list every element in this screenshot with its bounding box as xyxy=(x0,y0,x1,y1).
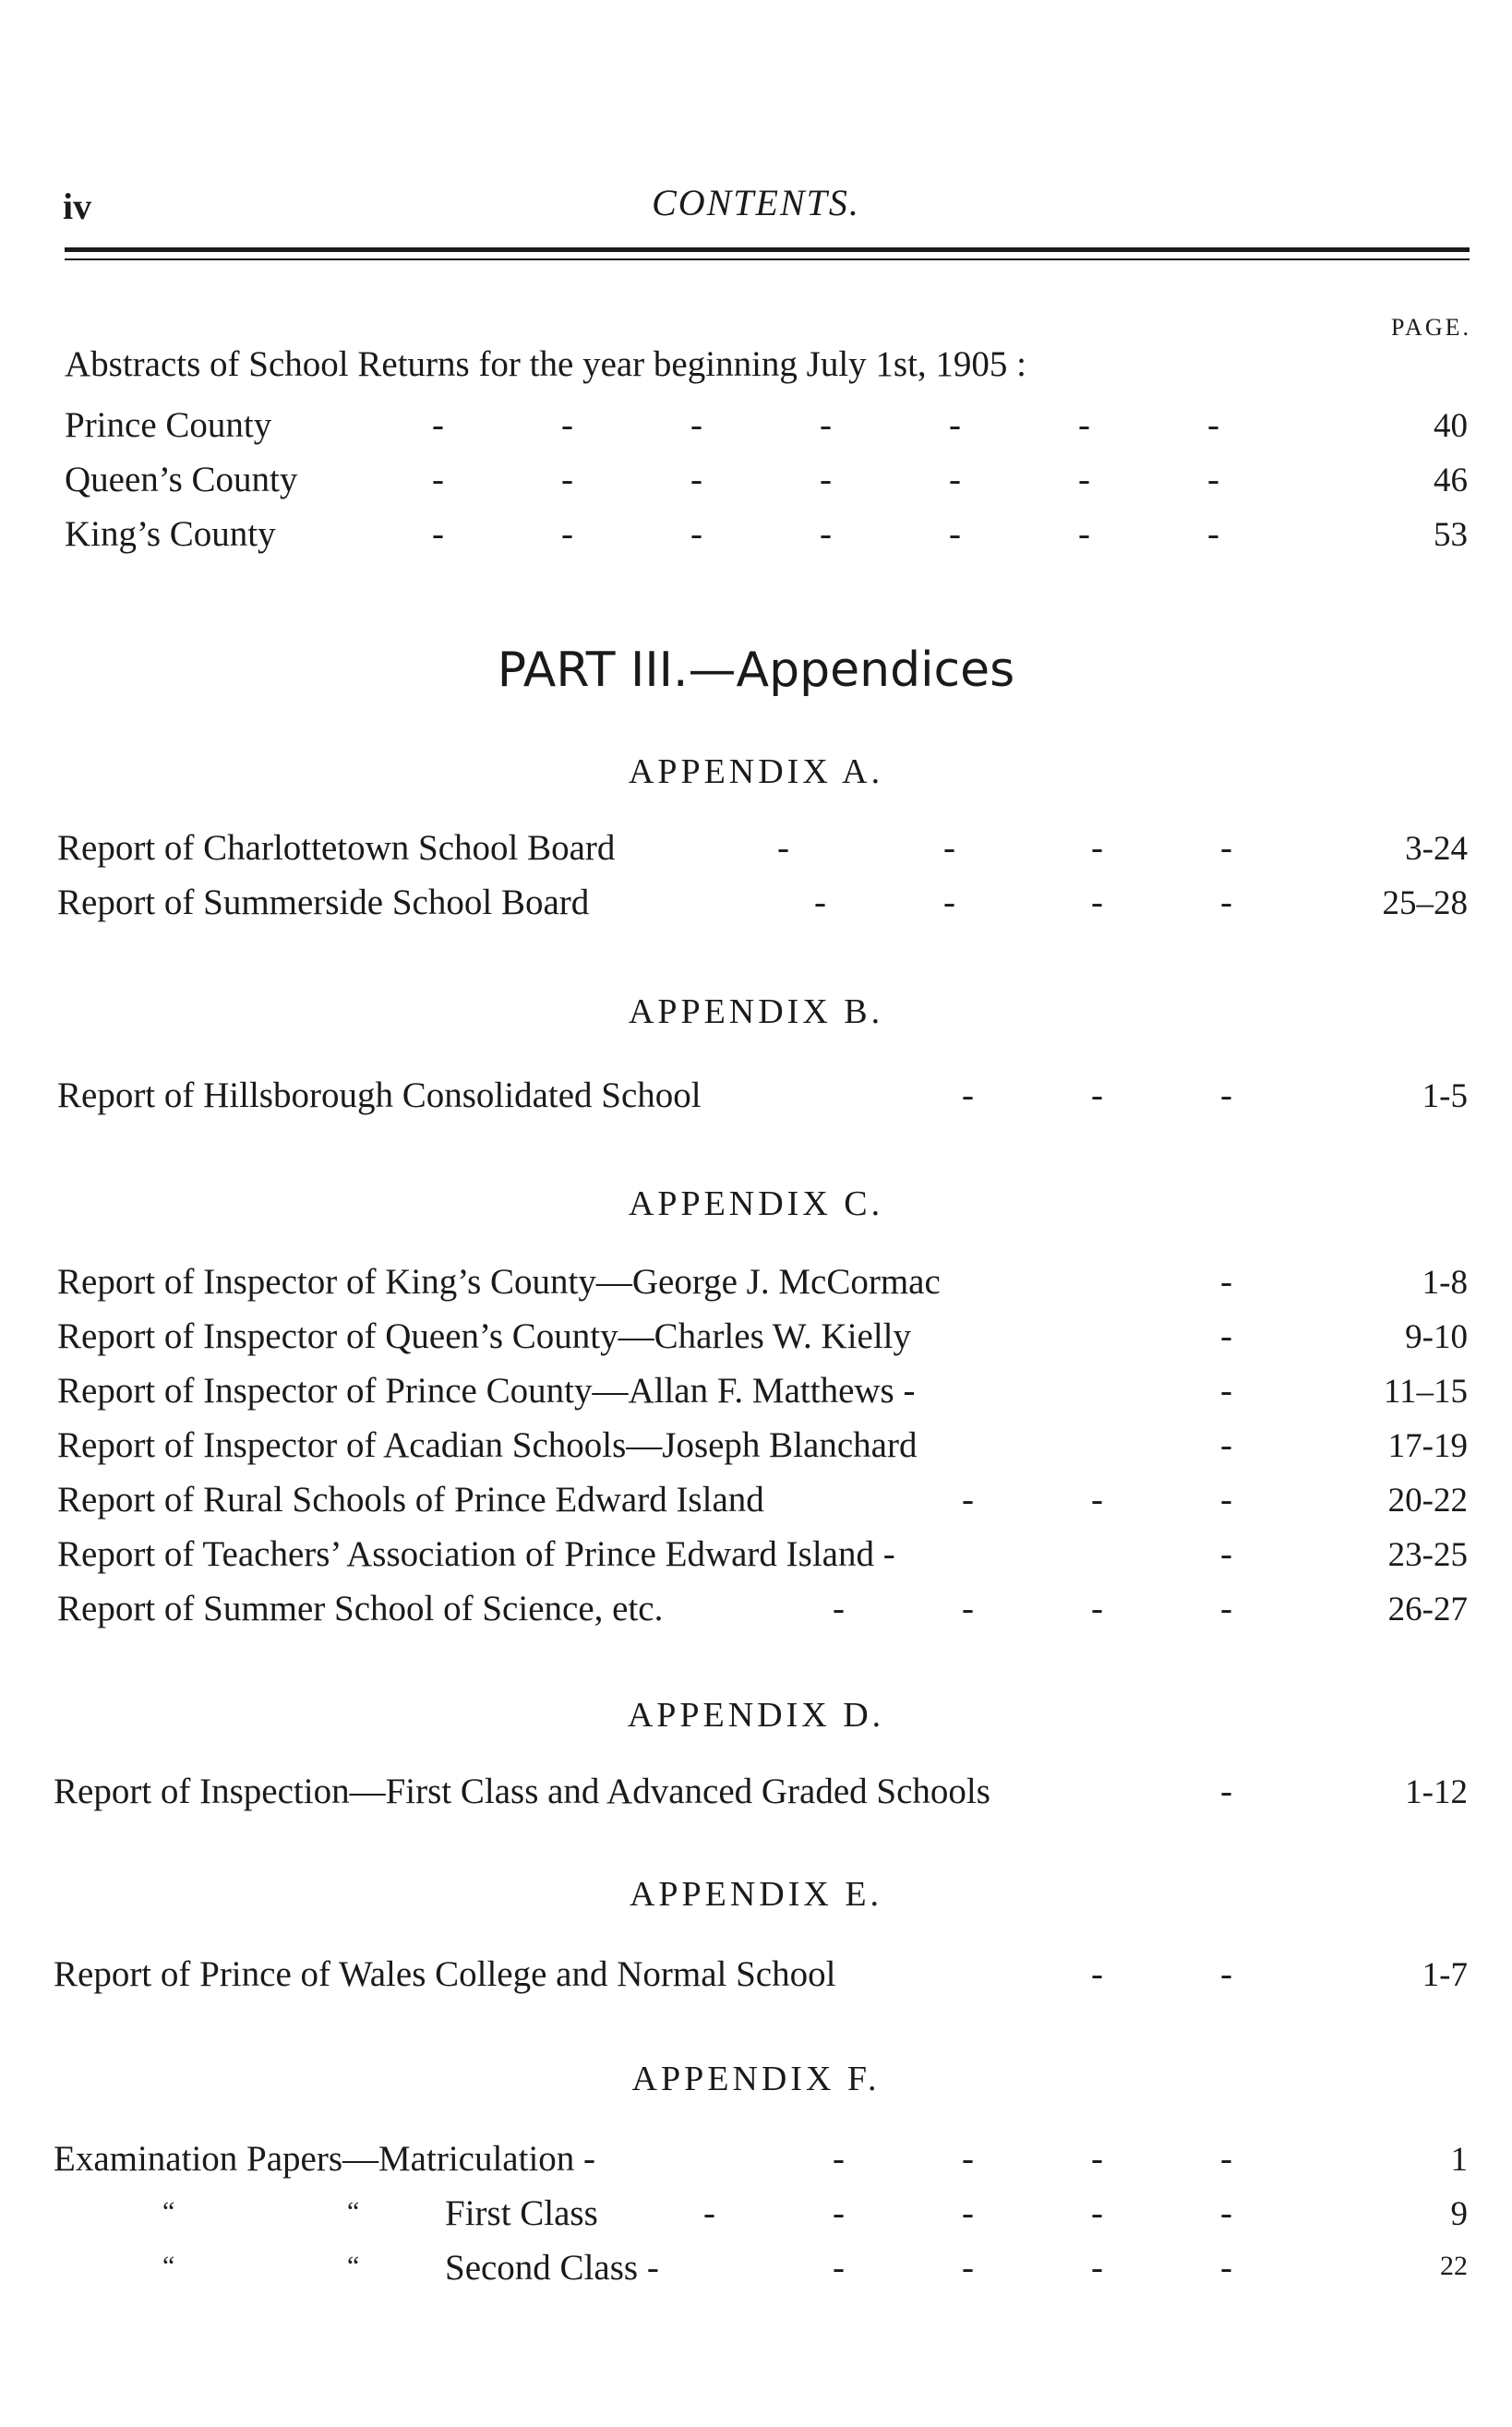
header-rule-thick xyxy=(65,247,1470,252)
entry-label: Examination Papers—Matriculation - xyxy=(54,2139,596,2179)
entry-page: 20-22 xyxy=(1387,1482,1468,1520)
entry-label: Report of Inspector of King’s County—George J. McCormac xyxy=(57,1262,941,1302)
entry-page: 1-12 xyxy=(1405,1773,1468,1811)
entry-page: 9 xyxy=(1450,2195,1468,2233)
entry-label: Report of Summer School of Science, etc. xyxy=(57,1589,664,1628)
entry-page: 22 xyxy=(1440,2251,1468,2281)
toc-entry: Report of Hillsborough Consolidated School - - - 1-5 xyxy=(57,1075,1468,1115)
toc-entry: Report of Prince of Wales College and Normal School - - 1-7 xyxy=(54,1954,1468,1994)
toc-entry: Report of Inspection—First Class and Advanced Graded Schools - 1-12 xyxy=(54,1772,1468,1811)
entry-label: Prince County xyxy=(65,405,272,445)
ditto-mark: “ xyxy=(347,2251,360,2281)
entry-label: Report of Inspector of Prince County—Allan F. Matthews - xyxy=(57,1371,916,1411)
ditto-mark: “ xyxy=(347,2196,360,2227)
entry-label: Second Class - xyxy=(445,2248,659,2288)
header-rule-thin xyxy=(65,258,1470,260)
entry-label: Report of Inspector of Queen’s County—Charles W. Kielly xyxy=(57,1316,912,1356)
toc-entry: Report of Summerside School Board - - - - 25–28 xyxy=(57,883,1468,922)
entry-label: First Class xyxy=(445,2193,598,2233)
appendix-d-heading: APPENDIX D. xyxy=(627,1696,885,1735)
entry-label: Report of Inspector of Acadian Schools—Joseph Blanchard xyxy=(57,1425,918,1465)
entry-label: King’s County xyxy=(65,514,276,554)
entry-page: 1-5 xyxy=(1422,1077,1468,1115)
entry-page: 11–15 xyxy=(1383,1373,1468,1411)
entry-page: 46 xyxy=(1434,462,1468,499)
toc-entry: Report of Inspector of Acadian Schools—Joseph Blanchard - 17-19 xyxy=(57,1425,1468,1465)
toc-entry: “ “ First Class - - - - - 9 xyxy=(162,2193,1468,2233)
page-column-label: PAGE. xyxy=(1390,314,1471,341)
ditto-mark: “ xyxy=(162,2196,175,2227)
entry-page: 1 xyxy=(1450,2141,1468,2179)
page-number: iv xyxy=(63,186,92,227)
entry-page: 1-7 xyxy=(1422,1956,1468,1994)
appendix-f-heading: APPENDIX F. xyxy=(631,2060,881,2098)
entry-page: 23-25 xyxy=(1387,1536,1468,1574)
toc-entry: “ “ Second Class - - - - - 22 xyxy=(162,2248,1468,2288)
entry-label: Report of Teachers’ Association of Prince Edward Island - xyxy=(57,1534,895,1574)
entry-label: Queen’s County xyxy=(65,460,298,499)
entry-label: Report of Hillsborough Consolidated School xyxy=(57,1075,702,1115)
toc-entry: Report of Summer School of Science, etc. - - - - 26-27 xyxy=(57,1589,1468,1628)
entry-page: 53 xyxy=(1434,516,1468,554)
toc-entry: Report of Teachers’ Association of Prince Edward Island - - 23-25 xyxy=(57,1534,1468,1574)
toc-entry: Report of Charlottetown School Board - - - - 3-24 xyxy=(57,828,1468,868)
toc-entry: Prince County - - - - - - - 40 xyxy=(65,405,1468,445)
abstracts-title: Abstracts of School Returns for the year beginning July 1st, 1905 : xyxy=(65,344,1027,384)
toc-entry: Report of Inspector of Queen’s County—Charles W. Kielly - 9-10 xyxy=(57,1316,1468,1356)
toc-entry: Report of Inspector of King’s County—George J. McCormac - 1-8 xyxy=(57,1262,1468,1302)
appendix-a-heading: APPENDIX A. xyxy=(628,752,884,791)
entry-page: 26-27 xyxy=(1387,1591,1468,1628)
entry-label: Report of Summerside School Board xyxy=(57,883,590,922)
part-heading: PART III.—Appendices xyxy=(497,643,1015,698)
toc-entry: Examination Papers—Matriculation - - - - - 1 xyxy=(54,2139,1468,2179)
ditto-mark: “ xyxy=(162,2251,175,2281)
entry-page: 17-19 xyxy=(1387,1427,1468,1465)
entry-label: Report of Inspection—First Class and Advanced Graded Schools xyxy=(54,1772,990,1811)
entry-page: 3-24 xyxy=(1405,830,1468,868)
entry-page: 25–28 xyxy=(1382,884,1468,922)
toc-entry: Queen’s County - - - - - - - 46 xyxy=(65,460,1468,499)
appendix-c-heading: APPENDIX C. xyxy=(628,1184,884,1223)
toc-entry: King’s County - - - - - - - 53 xyxy=(65,514,1468,554)
entry-page: 9-10 xyxy=(1405,1318,1468,1356)
entry-label: Report of Rural Schools of Prince Edward Island xyxy=(57,1480,764,1520)
appendix-e-heading: APPENDIX E. xyxy=(629,1875,883,1914)
toc-entry: Report of Inspector of Prince County—Allan F. Matthews - - 11–15 xyxy=(57,1371,1468,1411)
entry-label: Report of Prince of Wales College and Normal School xyxy=(54,1954,836,1994)
running-title: CONTENTS. xyxy=(652,182,860,223)
appendix-b-heading: APPENDIX B. xyxy=(628,992,884,1031)
entry-page: 40 xyxy=(1434,407,1468,445)
entry-page: 1-8 xyxy=(1422,1264,1468,1302)
toc-entry: Report of Rural Schools of Prince Edward Island - - - 20-22 xyxy=(57,1480,1468,1520)
entry-label: Report of Charlottetown School Board xyxy=(57,828,616,868)
